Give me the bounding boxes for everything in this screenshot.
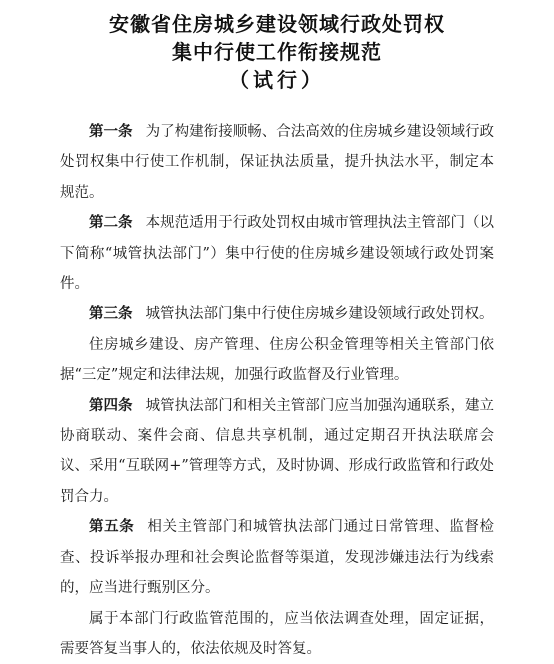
- article-number: 第一条: [89, 124, 133, 140]
- document-body: [60, 117, 494, 664]
- article-number: 第五条: [89, 519, 134, 535]
- paragraph-article-5: [60, 512, 494, 603]
- paragraph-text: 住房城乡建设、房产管理、住房公积金管理等相关主管部门依据“三定”规定和法律法规，加强行政监督及行业管理。: [60, 337, 494, 383]
- paragraph-text: 本规范适用于行政处罚权由城市管理执法主管部门（以下简称“城管执法部门”）集中行使的住房城乡建设领域行政处罚案件。: [60, 215, 494, 292]
- paragraph-text: 城管执法部门和相关主管部门应当加强沟通联系，建立协商联动、案件会商、信息共享机制，通过定期召开执法联席会议、采用“互联网+”管理等方式，及时协调、形成行政监管和行政处罚合力。: [60, 398, 494, 505]
- paragraph-text: 相关主管部门和城管执法部门通过日常管理、监督检查、投诉举报办理和社会舆论监督等渠道，发现涉嫌违法行为线索的，应当进行甄别区分。: [60, 519, 494, 596]
- paragraph-article-3: [60, 299, 494, 329]
- article-number: 第三条: [89, 306, 133, 322]
- paragraph-article-3-continued: [60, 330, 494, 391]
- title-line-2: 集中行使工作衔接规范: [60, 38, 494, 66]
- article-number: 第二条: [89, 215, 133, 231]
- article-number: 第四条: [89, 398, 133, 414]
- paragraph-article-2: [60, 208, 494, 299]
- paragraph-text: 城管执法部门集中行使住房城乡建设领域行政处罚权。: [146, 306, 494, 322]
- paragraph-article-1: [60, 117, 494, 208]
- title-line-3: （试行）: [60, 66, 494, 94]
- paragraph-article-4: [60, 391, 494, 513]
- paragraph-text: 为了构建衔接顺畅、合法高效的住房城乡建设领域行政处罚权集中行使工作机制，保证执法质量，提升执法水平，制定本规范。: [60, 124, 494, 201]
- paragraph-article-5-continued: [60, 604, 494, 664]
- title-line-1: 安徽省住房城乡建设领域行政处罚权: [60, 10, 494, 38]
- document-title: [60, 10, 494, 94]
- paragraph-text: 属于本部门行政监管范围的，应当依法调查处理，固定证据，需要答复当事人的，依法依规及时答复。: [60, 611, 494, 657]
